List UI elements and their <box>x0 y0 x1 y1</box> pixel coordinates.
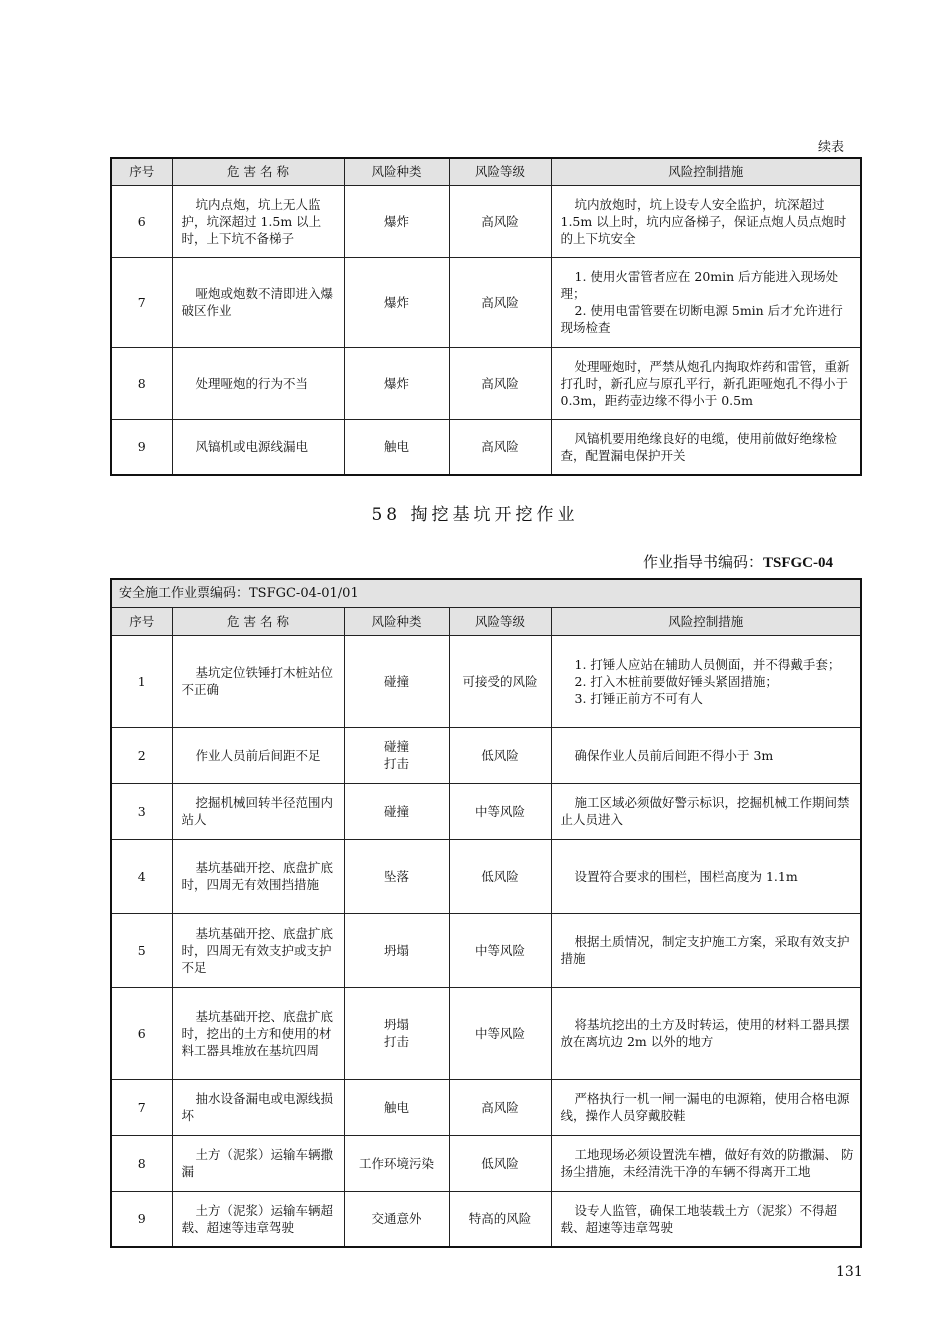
risk-type: 碰撞 打击 <box>344 727 449 783</box>
measure-item: 将基坑挖出的土方及时转运，使用的材料工器具摆放在离坑边 2m 以外的地方 <box>560 1017 850 1049</box>
control-measures <box>551 1135 861 1191</box>
risk-type: 交通意外 <box>344 1191 449 1247</box>
control-measures <box>551 347 861 419</box>
risk-level: 中等风险 <box>449 987 551 1079</box>
control-measures <box>551 913 861 987</box>
control-measures <box>551 727 861 783</box>
risk-level: 低风险 <box>449 1135 551 1191</box>
page-number: 131 <box>836 1264 863 1280</box>
row-number: 6 <box>111 185 172 257</box>
row-number: 8 <box>111 1135 172 1191</box>
hazard-name: 哑炮或炮数不清即进入爆破区作业 <box>172 257 344 347</box>
ticket-row <box>111 579 861 607</box>
control-measures <box>551 987 861 1079</box>
guide-code-value: TSFGC-04 <box>762 555 833 571</box>
hazard-name: 作业人员前后间距不足 <box>172 727 344 783</box>
hazard-name: 挖掘机械回转半径范围内站人 <box>172 783 344 839</box>
control-measures <box>551 1079 861 1135</box>
measure-item: 1. 使用火雷管者应在 20min 后方能进入现场处 理； <box>560 269 839 301</box>
control-measures <box>551 419 861 475</box>
hazard-name: 基坑基础开挖、底盘扩底时，四周无有效围挡措施 <box>172 839 344 913</box>
table-row <box>111 1135 861 1191</box>
guide-code <box>643 551 833 572</box>
hazard-name: 土方（泥浆）运输车辆超载、超速等违章驾驶 <box>172 1191 344 1247</box>
table-row <box>111 419 861 475</box>
hazard-name: 基坑基础开挖、底盘扩底时，挖出的土方和使用的材料工器具堆放在基坑四周 <box>172 987 344 1079</box>
header-measures: 风险控制措施 <box>551 158 861 185</box>
risk-type: 爆炸 <box>344 185 449 257</box>
section-title: 58 掏挖基坑开挖作业 <box>371 505 579 525</box>
header-hazard: 危 害 名 称 <box>172 158 344 185</box>
table-row <box>111 257 861 347</box>
row-number: 1 <box>111 635 172 727</box>
risk-table-excavation <box>110 578 862 1248</box>
risk-type: 坍塌 打击 <box>344 987 449 1079</box>
risk-level: 高风险 <box>449 257 551 347</box>
control-measures <box>551 185 861 257</box>
guide-code-label: 作业指导书编码： <box>642 553 763 571</box>
table-row <box>111 347 861 419</box>
row-number: 8 <box>111 347 172 419</box>
risk-level: 可接受的风险 <box>449 635 551 727</box>
continued-label: 续表 <box>818 140 845 155</box>
header-type: 风险种类 <box>344 158 449 185</box>
hazard-name: 处理哑炮的行为不当 <box>172 347 344 419</box>
row-number: 7 <box>111 1079 172 1135</box>
risk-type: 碰撞 <box>344 635 449 727</box>
measure-item: 设专人监管，确保工地装载土方（泥浆）不得超载、超速等违章驾驶 <box>560 1202 838 1235</box>
risk-type: 坍塌 <box>344 913 449 987</box>
control-measures <box>551 783 861 839</box>
risk-type: 触电 <box>344 1079 449 1135</box>
header-type: 风险种类 <box>344 607 449 635</box>
risk-level: 低风险 <box>449 839 551 913</box>
measure-item: 坑内放炮时，坑上设专人安全监护，坑深超过 1.5m 以上时，坑内应备梯子，保证点炮人员点炮时的上下坑安全 <box>560 196 847 246</box>
table-header-row <box>111 607 861 635</box>
table-row <box>111 1079 861 1135</box>
risk-type: 工作环境污染 <box>344 1135 449 1191</box>
table-row <box>111 635 861 727</box>
control-measures <box>551 1191 861 1247</box>
row-number: 9 <box>111 419 172 475</box>
hazard-name: 坑内点炮，坑上无人监护，坑深超过 1.5m 以上时，上下坑不备梯子 <box>172 185 344 257</box>
control-measures <box>551 635 861 727</box>
measure-item: 确保作业人员前后间距不得小于 3m <box>574 747 774 763</box>
risk-level: 中等风险 <box>449 783 551 839</box>
header-hazard: 危 害 名 称 <box>172 607 344 635</box>
table-row <box>111 783 861 839</box>
header-no: 序号 <box>111 158 172 185</box>
table-row <box>111 913 861 987</box>
measure-item: 风镐机要用绝缘良好的电缆，使用前做好绝缘检查，配置漏电保护开关 <box>560 430 838 463</box>
row-number: 3 <box>111 783 172 839</box>
measure-item: 严格执行一机一闸一漏电的电源箱，使用合格电源线，操作人员穿戴胶鞋 <box>560 1091 850 1123</box>
risk-type: 坠落 <box>344 839 449 913</box>
risk-type: 爆炸 <box>344 347 449 419</box>
risk-level: 高风险 <box>449 185 551 257</box>
header-measures: 风险控制措施 <box>551 607 861 635</box>
risk-table-continued <box>110 157 862 476</box>
table-row <box>111 839 861 913</box>
risk-type: 爆炸 <box>344 257 449 347</box>
control-measures <box>551 839 861 913</box>
hazard-name: 风镐机或电源线漏电 <box>172 419 344 475</box>
header-no: 序号 <box>111 607 172 635</box>
measure-item: 2. 打入木桩前要做好锤头紧固措施； <box>574 673 778 689</box>
header-level: 风险等级 <box>449 158 551 185</box>
row-number: 6 <box>111 987 172 1079</box>
measure-item: 工地现场必须设置洗车槽，做好有效的防撒漏、 防扬尘措施，未经清洗干净的车辆不得离开工地 <box>560 1147 854 1179</box>
measure-item: 1. 打锤人应站在辅助人员侧面，并不得戴手套； <box>574 656 841 672</box>
control-measures <box>551 257 861 347</box>
risk-level: 高风险 <box>449 1079 551 1135</box>
hazard-name: 抽水设备漏电或电源线损坏 <box>172 1079 344 1135</box>
measure-item: 施工区域必须做好警示标识，挖掘机械工作期间禁止人员进入 <box>560 795 850 827</box>
row-number: 7 <box>111 257 172 347</box>
row-number: 9 <box>111 1191 172 1247</box>
risk-level: 低风险 <box>449 727 551 783</box>
table-row <box>111 185 861 257</box>
row-number: 2 <box>111 727 172 783</box>
header-level: 风险等级 <box>449 607 551 635</box>
row-number: 4 <box>111 839 172 913</box>
hazard-name: 土方（泥浆）运输车辆撒漏 <box>172 1135 344 1191</box>
measure-item: 3. 打锤正前方不可有人 <box>574 690 703 706</box>
measure-item: 2. 使用电雷管要在切断电源 5min 后才允许进行现场检查 <box>560 303 843 335</box>
risk-type: 碰撞 <box>344 783 449 839</box>
table-row <box>111 727 861 783</box>
risk-level: 高风险 <box>449 419 551 475</box>
table-row <box>111 1191 861 1247</box>
risk-type: 触电 <box>344 419 449 475</box>
table-row <box>111 987 861 1079</box>
measure-item: 设置符合要求的围栏，围栏高度为 1.1m <box>574 868 798 884</box>
measure-item: 根据土质情况，制定支护施工方案，采取有效支护措施 <box>560 934 850 966</box>
measure-item: 处理哑炮时，严禁从炮孔内掏取炸药和雷管，重新打孔时，新孔应与原孔平行，新孔距哑炮孔不得小于 0.3m，距药壶边缘不得小于 0.5m <box>560 358 850 408</box>
ticket-code: 安全施工作业票编码：TSFGC-04-01/01 <box>111 579 861 607</box>
hazard-name: 基坑定位铁锤打木桩站位不正确 <box>172 635 344 727</box>
table-header-row <box>111 158 861 185</box>
row-number: 5 <box>111 913 172 987</box>
hazard-name: 基坑基础开挖、底盘扩底时，四周无有效支护或支护不足 <box>172 913 344 987</box>
risk-level: 中等风险 <box>449 913 551 987</box>
risk-level: 特高的风险 <box>449 1191 551 1247</box>
risk-level: 高风险 <box>449 347 551 419</box>
